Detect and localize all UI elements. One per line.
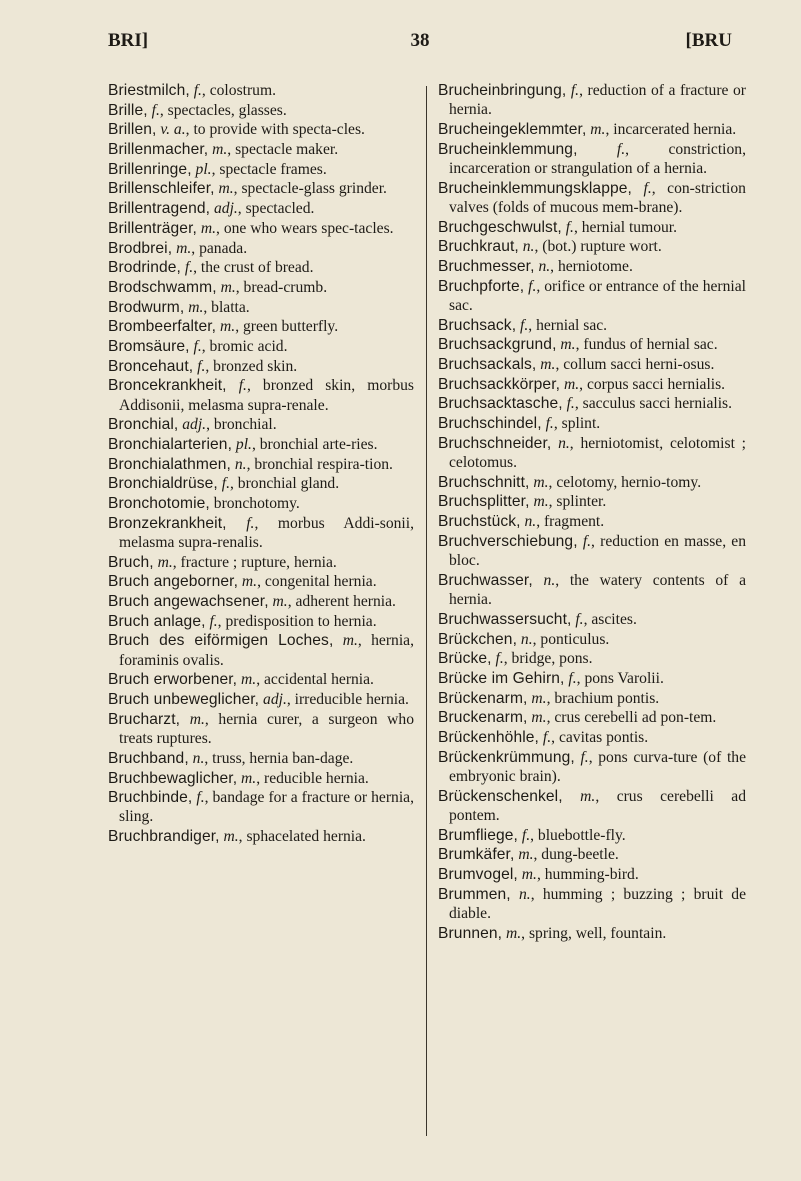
definition: , bluebottle-fly.: [530, 826, 626, 844]
definition: , cavitas pontis.: [551, 728, 649, 746]
dictionary-entry: [108, 160, 414, 179]
definition: , splint.: [553, 415, 601, 433]
right-column: [438, 81, 746, 943]
headword: Brillenschleifer,: [108, 180, 215, 198]
dictionary-entry: [108, 298, 414, 317]
headword: Brillentragend,: [108, 200, 211, 218]
dictionary-entry: [108, 81, 414, 100]
headword: Bruchstück,: [438, 513, 521, 531]
grammar-label: f.: [570, 82, 580, 99]
grammar-label: pl.: [235, 435, 252, 453]
headword: Brillenmacher,: [108, 141, 209, 159]
definition: , spectacle frames.: [211, 160, 327, 178]
headword: Brückchen,: [438, 630, 518, 648]
headword: Bruchsackkörper,: [438, 375, 561, 393]
dictionary-entry: [438, 375, 746, 394]
grammar-label: f.: [582, 532, 592, 550]
headword: Bruchkraut,: [438, 238, 519, 256]
dictionary-entry: [438, 257, 746, 276]
definition: , incarcerated hernia.: [605, 120, 737, 138]
definition: , humming ; buzzing ; bruit de diable.: [449, 885, 747, 922]
dictionary-entry: [108, 769, 414, 788]
grammar-label: m.: [540, 356, 556, 374]
headword: Brillen,: [108, 121, 157, 139]
dictionary-entry: [108, 120, 414, 139]
definition: , herniotome.: [550, 258, 633, 276]
grammar-label: f.: [520, 316, 529, 334]
grammar-label: m.: [176, 239, 192, 257]
definition: , crus cerebelli ad pon-tem.: [546, 709, 717, 727]
definition: , morbus Addi-sonii, melasma supra-renalis.: [119, 514, 414, 552]
dictionary-entry: [108, 376, 414, 415]
definition: , ponticulus.: [532, 630, 610, 648]
definition: , hernial tumour.: [573, 218, 678, 236]
definition: , humming-bird.: [536, 865, 639, 883]
dictionary-entry: [438, 277, 746, 316]
headword: Broncehaut,: [108, 357, 194, 375]
column-divider: [426, 86, 427, 1136]
grammar-label: f.: [238, 377, 247, 395]
grammar-label: m.: [342, 632, 358, 650]
grammar-label: f.: [495, 650, 504, 668]
grammar-label: m.: [189, 710, 205, 728]
headword: Brückenkrümmung,: [438, 748, 575, 766]
grammar-label: m.: [531, 709, 547, 727]
definition: , the crust of bread.: [193, 259, 314, 277]
grammar-label: f.: [521, 826, 531, 844]
headword: Brodwurm,: [108, 298, 185, 316]
grammar-label: m.: [220, 278, 236, 296]
definition: , dung-beetle.: [533, 846, 619, 864]
headword: Brombeerfalter,: [108, 318, 217, 336]
dictionary-entry: [108, 474, 414, 493]
dictionary-entry: [108, 827, 414, 846]
dictionary-entry: [438, 492, 746, 511]
dictionary-entry: [108, 592, 414, 611]
dictionary-entry: [438, 120, 746, 139]
definition: , (bot.) rupture wort.: [534, 238, 662, 256]
headword: Bronchialathmen,: [108, 455, 231, 473]
definition: , hernia, foraminis ovalis.: [119, 632, 414, 669]
headword: Brodrinde,: [108, 259, 181, 277]
grammar-label: f.: [151, 101, 160, 119]
headword: Brucheingeklemmter,: [438, 120, 587, 138]
dictionary-entry: [438, 571, 746, 610]
dictionary-entry: [108, 199, 414, 218]
definition: , spectacles, glasses.: [159, 101, 287, 119]
headword: Bruchsplitter,: [438, 493, 530, 511]
dictionary-entry: [438, 237, 746, 256]
headword: Bruch,: [108, 553, 154, 571]
grammar-label: m.: [241, 671, 257, 689]
grammar-label: m.: [533, 493, 549, 511]
dictionary-entry: [108, 572, 414, 591]
headword: Bruch erworbener,: [108, 671, 238, 689]
grammar-label: m.: [518, 846, 534, 864]
dictionary-entry: [438, 610, 746, 629]
grammar-label: n.: [558, 434, 570, 452]
headword: Bruchbrandiger,: [108, 828, 220, 846]
definition: , the watery contents of a hernia.: [449, 571, 746, 609]
grammar-label: m.: [223, 828, 239, 846]
grammar-label: adj.: [182, 416, 207, 434]
headword: Brumfliege,: [438, 826, 518, 844]
definition: , bronchial gland.: [230, 475, 340, 493]
grammar-label: adj.: [263, 691, 287, 709]
dictionary-entry: [108, 749, 414, 768]
page-number: 38: [410, 30, 430, 51]
dictionary-entry: [438, 728, 746, 747]
grammar-label: n.: [518, 885, 531, 903]
definition: , spectacled.: [237, 200, 315, 218]
definition: , herniotomist, celotomist ; celotomus.: [449, 434, 746, 472]
definition: , orifice or entrance of the hernial sac.: [449, 277, 746, 314]
definition: , celotomy, hernio-tomy.: [548, 473, 702, 491]
definition: , hernia curer, a surgeon who treats ruptures.: [119, 710, 414, 748]
definition: , con-striction valves (folds of mucous mem-brane).: [449, 179, 746, 216]
grammar-label: m.: [200, 219, 217, 237]
dictionary-entry: [438, 630, 746, 649]
dictionary-entry: [108, 670, 414, 689]
definition: , colostrum.: [201, 82, 276, 99]
dictionary-entry: [108, 612, 414, 631]
grammar-label: m.: [531, 689, 547, 707]
running-head-left: BRI]: [108, 30, 149, 51]
definition: , reducible hernia.: [256, 769, 369, 787]
headword: Bruch unbeweglicher,: [108, 691, 260, 709]
grammar-label: f.: [580, 748, 589, 766]
page-header: [108, 30, 732, 58]
dictionary-entry: [438, 316, 746, 335]
grammar-label: f.: [193, 82, 202, 99]
dictionary-entry: [108, 140, 414, 159]
grammar-label: v. a.: [160, 121, 186, 139]
grammar-label: f.: [528, 277, 537, 295]
dictionary-entry: [438, 394, 746, 413]
dictionary-entry: [438, 748, 746, 787]
headword: Bruchsackals,: [438, 356, 537, 374]
dictionary-entry: [438, 845, 746, 864]
definition: , spectacle-glass grinder.: [233, 180, 387, 198]
grammar-label: m.: [220, 318, 236, 336]
dictionary-entry: [108, 631, 414, 670]
headword: Brucheinklemmung,: [438, 140, 578, 158]
grammar-label: f.: [184, 259, 194, 277]
grammar-label: n.: [192, 749, 205, 767]
dictionary-entry: [108, 101, 414, 120]
grammar-label: adj.: [213, 200, 238, 218]
headword: Bronchial,: [108, 416, 179, 434]
dictionary-entry: [108, 710, 414, 749]
dictionary-entry: [438, 335, 746, 354]
dictionary-entry: [108, 435, 414, 454]
dictionary-entry: [438, 669, 746, 688]
dictionary-entry: [108, 179, 414, 198]
grammar-label: n.: [520, 630, 533, 648]
headword: Bruchwassersucht,: [438, 610, 572, 628]
dictionary-entry: [438, 434, 746, 473]
headword: Brücke,: [438, 650, 492, 668]
definition: , bridge, pons.: [503, 650, 593, 668]
definition: , green butterfly.: [235, 318, 339, 336]
grammar-label: pl.: [195, 160, 212, 178]
grammar-label: n.: [522, 238, 535, 256]
running-head-right: [BRU: [685, 30, 732, 51]
dictionary-entry: [108, 239, 414, 258]
grammar-label: f.: [568, 669, 577, 687]
definition: , congenital hernia.: [257, 573, 377, 591]
dictionary-entry: [438, 179, 746, 218]
headword: Bruchsackgrund,: [438, 336, 557, 354]
headword: Bruchbinde,: [108, 789, 193, 807]
grammar-label: f.: [643, 179, 652, 197]
headword: Bruchschneider,: [438, 434, 552, 452]
headword: Brillenträger,: [108, 219, 197, 237]
grammar-label: f.: [616, 140, 626, 158]
headword: Bronchialarterien,: [108, 435, 233, 453]
grammar-label: f.: [565, 218, 574, 236]
definition: , to provide with specta-cles.: [185, 121, 365, 139]
headword: Brucheinbringung,: [438, 82, 567, 99]
dictionary-entry: [438, 708, 746, 727]
grammar-label: m.: [533, 473, 549, 491]
dictionary-entry: [438, 885, 746, 924]
definition: , constriction, incarceration or strangulation of a hernia.: [449, 140, 746, 177]
headword: Brücke im Gehirn,: [438, 669, 565, 687]
headword: Brummen,: [438, 885, 511, 903]
definition: , fragment.: [536, 513, 605, 531]
headword: Bromsäure,: [108, 337, 190, 355]
dictionary-entry: [438, 140, 746, 179]
headword: Bruchbewaglicher,: [108, 769, 238, 787]
headword: Bruch angewachsener,: [108, 593, 269, 611]
definition: , truss, hernia ban-dage.: [204, 749, 354, 767]
dictionary-entry: [438, 924, 746, 943]
dictionary-entry: [108, 317, 414, 336]
headword: Bronchialdrüse,: [108, 475, 218, 493]
grammar-label: f.: [542, 728, 552, 746]
definition: , fundus of hernial sac.: [575, 336, 718, 354]
grammar-label: m.: [218, 180, 234, 198]
definition: , accidental hernia.: [256, 671, 374, 689]
dictionary-entry: [438, 649, 746, 668]
definition: , bronchial respira-tion.: [246, 455, 393, 473]
definition: , pons curva-ture (of the embryonic brain).: [449, 748, 747, 785]
definition: , fracture ; rupture, hernia.: [172, 553, 337, 571]
definition: , irreducible hernia.: [286, 691, 409, 709]
grammar-label: m.: [563, 375, 580, 393]
definition: , bronchial arte-ries.: [251, 435, 378, 453]
grammar-label: m.: [241, 573, 258, 591]
headword: Brucheinklemmungsklappe,: [438, 179, 632, 197]
dictionary-entry: [108, 514, 414, 553]
dictionary-entry: [438, 218, 746, 237]
definition: , pons Varolii.: [576, 669, 664, 687]
dictionary-entry: [438, 689, 746, 708]
grammar-label: f.: [545, 415, 554, 433]
headword: Brunnen,: [438, 924, 503, 942]
grammar-label: m.: [272, 593, 288, 611]
definition: , sphacelated hernia.: [238, 828, 366, 846]
headword: Brückenarm,: [438, 689, 528, 707]
headword: Brumkäfer,: [438, 846, 515, 864]
grammar-label: m.: [521, 865, 537, 883]
grammar-label: f.: [575, 610, 584, 628]
dictionary-entry: [108, 278, 414, 297]
grammar-label: f.: [196, 789, 205, 807]
grammar-label: m.: [157, 553, 173, 571]
headword: Brumvogel,: [438, 865, 518, 883]
grammar-label: n.: [234, 455, 247, 473]
definition: , bronchial.: [206, 416, 277, 434]
headword: Bruchverschiebung,: [438, 532, 578, 550]
dictionary-entry: [108, 788, 414, 827]
headword: Brückenhöhle,: [438, 728, 539, 746]
definition: , collum sacci herni-osus.: [555, 356, 715, 374]
grammar-label: f.: [209, 612, 218, 630]
definition: , sacculus sacci hernialis.: [574, 395, 733, 413]
headword: Brodschwamm,: [108, 278, 217, 296]
headword: Bruchwasser,: [438, 571, 533, 589]
grammar-label: m.: [506, 924, 522, 942]
dictionary-entry: [438, 512, 746, 531]
definition: , blatta.: [203, 298, 250, 316]
headword: Bruckenarm,: [438, 709, 528, 727]
grammar-label: n.: [524, 513, 537, 531]
definition: , ascites.: [583, 610, 637, 628]
grammar-label: f.: [246, 514, 255, 532]
headword: Brille,: [108, 101, 148, 119]
grammar-label: m.: [560, 336, 576, 354]
dictionary-entry: [438, 865, 746, 884]
dictionary-entry: [108, 494, 414, 513]
grammar-label: f.: [221, 475, 230, 493]
dictionary-entry: [108, 337, 414, 356]
definition: , bread-crumb.: [235, 278, 328, 296]
headword: Bruch anlage,: [108, 612, 206, 630]
headword: Bruchschindel,: [438, 415, 542, 433]
headword: Bruchsack,: [438, 316, 517, 334]
definition: , panada.: [191, 239, 248, 257]
grammar-label: f.: [566, 395, 575, 413]
dictionary-entry: [108, 219, 414, 238]
dictionary-entry: [108, 455, 414, 474]
headword: Bruchsacktasche,: [438, 395, 563, 413]
definition: , bronzed skin.: [205, 357, 298, 375]
dictionary-entry: [108, 415, 414, 434]
definition: , one who wears spec-tacles.: [216, 219, 394, 237]
definition: , bandage for a fracture or hernia, sling.: [119, 789, 414, 826]
headword: Bruchgeschwulst,: [438, 218, 562, 236]
definition: , spectacle maker.: [227, 141, 339, 159]
grammar-label: n.: [543, 571, 556, 589]
definition: , corpus sacci hernialis.: [579, 375, 726, 393]
grammar-label: m.: [590, 120, 606, 138]
headword: Bruchpforte,: [438, 277, 525, 295]
grammar-label: m.: [212, 141, 228, 159]
dictionary-entry: [108, 553, 414, 572]
definition: , bromic acid.: [201, 337, 288, 355]
dictionary-entry: [438, 355, 746, 374]
definition: , hernial sac.: [528, 316, 608, 334]
grammar-label: m.: [580, 787, 596, 805]
dictionary-entry: [438, 81, 746, 120]
headword: Bruchband,: [108, 749, 189, 767]
headword: Bronchotomie,: [108, 495, 210, 513]
dictionary-entry: [438, 532, 746, 571]
grammar-label: f.: [193, 337, 202, 355]
headword: Briestmilch,: [108, 82, 190, 99]
headword: Brucharzt,: [108, 710, 181, 728]
definition: , reduction of a fracture or hernia.: [449, 82, 746, 119]
headword: Brillenringe,: [108, 160, 192, 178]
grammar-label: n.: [538, 258, 551, 276]
grammar-label: m.: [241, 769, 257, 787]
dictionary-entry: [108, 690, 414, 709]
headword: Bronzekrankheit,: [108, 514, 227, 532]
headword: Brodbrei,: [108, 239, 173, 257]
headword: Brückenschenkel,: [438, 787, 563, 805]
dictionary-entry: [438, 826, 746, 845]
definition: bronchotomy.: [213, 495, 300, 513]
definition: , predisposition to hernia.: [217, 612, 377, 630]
left-column: [108, 81, 414, 847]
definition: , bronzed skin, morbus Addisonii, melasma supra-renale.: [119, 377, 414, 414]
definition: , adherent hernia.: [287, 593, 396, 611]
headword: Broncekrankheit,: [108, 377, 227, 395]
definition: , brachium pontis.: [546, 689, 660, 707]
dictionary-entry: [438, 787, 746, 826]
dictionary-entry: [108, 357, 414, 376]
dictionary-entry: [438, 414, 746, 433]
definition: , splinter.: [548, 493, 607, 511]
grammar-label: m.: [188, 298, 204, 316]
headword: Bruch des eiförmigen Loches,: [108, 632, 334, 650]
grammar-label: f.: [197, 357, 206, 375]
definition: , spring, well, fountain.: [521, 924, 667, 942]
dictionary-entry: [438, 473, 746, 492]
definition: , crus cerebelli ad pontem.: [449, 787, 746, 824]
dictionary-entry: [108, 258, 414, 277]
headword: Bruchschnitt,: [438, 473, 530, 491]
headword: Bruchmesser,: [438, 258, 535, 276]
definition: , reduction en masse, en bloc.: [449, 532, 746, 570]
headword: Bruch angeborner,: [108, 573, 239, 591]
